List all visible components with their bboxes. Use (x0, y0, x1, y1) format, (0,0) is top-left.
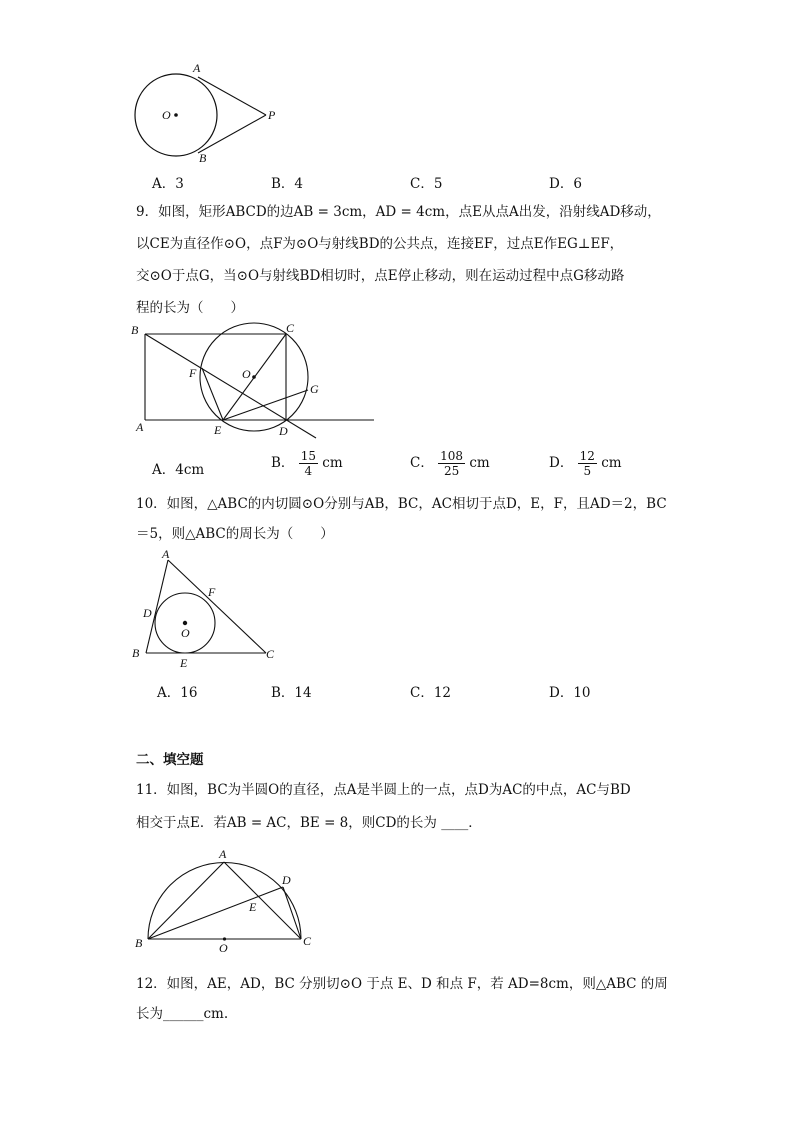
choice-c-denominator: 25 (443, 464, 460, 478)
ray-bd (145, 334, 316, 438)
label-p: P (268, 108, 276, 122)
q9-choice-a[interactable]: A．4cm (152, 462, 205, 478)
label-e: E (249, 900, 257, 914)
figure-q9-rectangle-circle (128, 318, 378, 448)
choice-d-numerator: 12 (579, 449, 595, 463)
q9-line1: 9．如图，矩形ABCD的边AB = 3cm，AD = 4cm，点E从点A出发，沿射线AD移动， (136, 204, 661, 220)
label-o: O (162, 108, 171, 122)
choice-b-denominator: 4 (304, 464, 313, 478)
label-a: A (136, 420, 144, 434)
semicircle-arc (148, 863, 301, 940)
label-o: O (242, 367, 251, 381)
label-a: A (219, 847, 227, 861)
q8-choice-d[interactable]: D．6 (549, 176, 582, 192)
segment-bd (148, 887, 283, 939)
segment-cd (283, 887, 301, 939)
choice-d-denominator: 5 (583, 464, 592, 478)
q9-choice-b[interactable] (271, 449, 343, 478)
label-g: G (310, 382, 319, 396)
segment-ab (148, 862, 224, 939)
choice-c-numerator: 108 (440, 449, 464, 463)
label-b: B (199, 151, 207, 165)
choice-c-fraction (438, 449, 465, 478)
q11-line1: 11．如图，BC为半圆O的直径，点A是半圆上的一点，点D为AC的中点，AC与BD (136, 782, 631, 798)
figure-q10-incircle (128, 546, 298, 672)
q11-line2: 相交于点E．若AB = AC，BE = 8，则CD的长为 ____． (136, 815, 482, 831)
q8-choice-a[interactable]: A．3 (152, 176, 184, 192)
label-b: B (132, 646, 140, 660)
label-b: B (135, 936, 143, 950)
label-e: E (214, 423, 222, 437)
tangent-pa (198, 77, 266, 115)
q10-line1: 10．如图，△ABC的内切圆⊙O分别与AB，BC，AC相切于点D，E，F，且AD＝2，BC (136, 496, 667, 512)
figure-q8-tangents (120, 58, 290, 168)
label-d: D (143, 606, 152, 620)
choice-b-numerator: 15 (300, 449, 316, 463)
choice-b-unit: cm (322, 455, 343, 471)
choice-d-unit: cm (601, 455, 622, 471)
section-title-fill-in: 二、填空题 (136, 752, 204, 768)
label-o: O (181, 626, 190, 640)
q9-choice-c[interactable] (410, 449, 490, 478)
label-e: E (180, 656, 188, 670)
q9-line2: 以CE为直径作⊙O，点F为⊙O与射线BD的公共点，连接EF，过点E作EG⊥EF， (136, 236, 624, 252)
q9-line3: 交⊙O于点G，当⊙O与射线BD相切时，点E停止移动，则在运动过程中点G移动路 (136, 268, 625, 284)
center-dot (183, 621, 187, 625)
segment-eg (223, 390, 308, 420)
center-dot (252, 375, 256, 379)
label-a: A (162, 547, 170, 561)
choice-d-prefix: D． (549, 455, 574, 471)
q8-choice-b[interactable]: B．4 (271, 176, 304, 192)
q12-line2: 长为______cm. (136, 1006, 229, 1022)
label-f: F (208, 585, 216, 599)
choice-b-fraction (299, 449, 318, 478)
label-c: C (266, 647, 275, 661)
label-c: C (286, 321, 295, 335)
q10-line2: ＝5，则△ABC的周长为（ ） (136, 526, 334, 542)
tangent-pb (198, 115, 266, 153)
figure-q11-semicircle (130, 842, 330, 954)
label-b: B (131, 323, 139, 337)
q8-choice-c[interactable]: C．5 (410, 176, 443, 192)
q12-line1: 12．如图，AE，AD，BC 分别切⊙O 于点 E、D 和点 F，若 AD=8cm，则△ABC 的周 (136, 976, 668, 992)
label-d: D (279, 424, 288, 438)
label-f: F (189, 366, 197, 380)
center-dot (174, 113, 178, 117)
label-d: D (282, 873, 291, 887)
q10-choice-d[interactable]: D．10 (549, 685, 591, 701)
q10-choice-a[interactable]: A．16 (157, 685, 198, 701)
label-a: A (193, 61, 201, 75)
choice-c-prefix: C． (410, 455, 434, 471)
choice-b-prefix: B． (271, 455, 295, 471)
choice-c-unit: cm (469, 455, 490, 471)
label-o: O (219, 941, 228, 955)
label-c: C (303, 934, 312, 948)
choice-d-fraction (578, 449, 597, 478)
q9-choice-d[interactable] (549, 449, 622, 478)
q9-line4: 程的长为（ ） (136, 300, 244, 316)
q10-choice-c[interactable]: C．12 (410, 685, 452, 701)
q10-choice-b[interactable]: B．14 (271, 685, 312, 701)
